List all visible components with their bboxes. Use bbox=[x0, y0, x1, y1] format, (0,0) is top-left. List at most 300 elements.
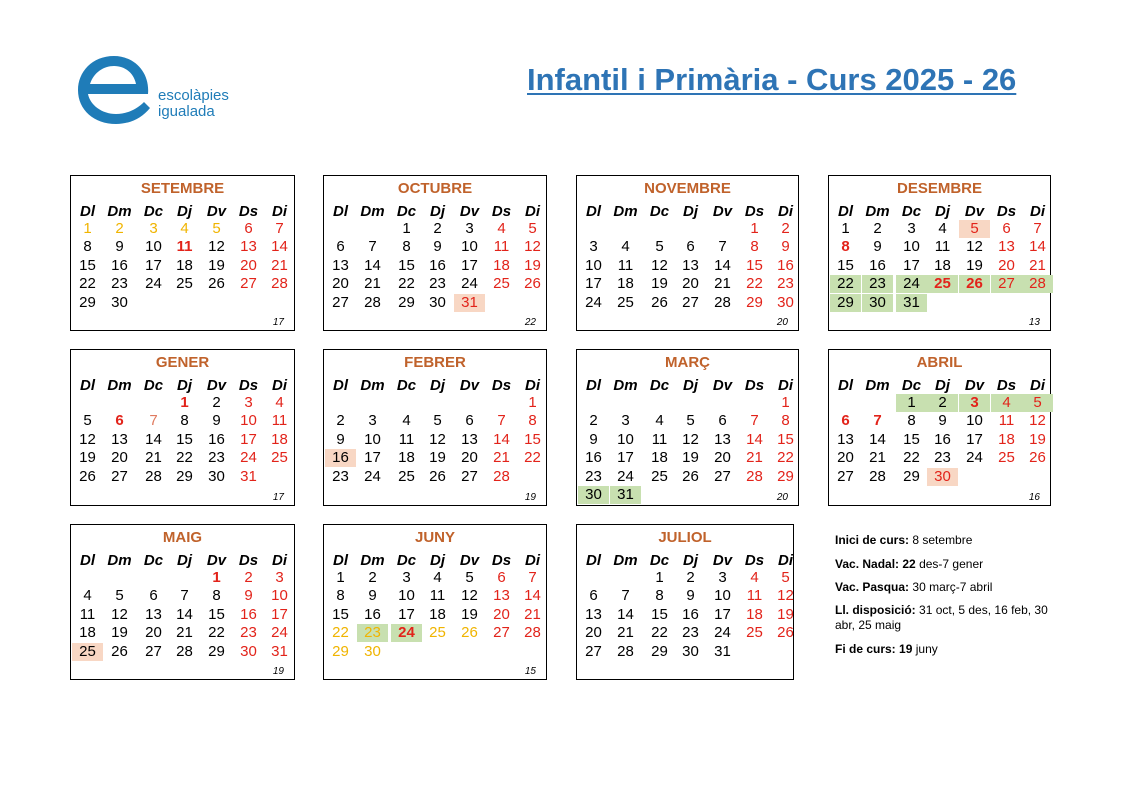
calendar-day: 15 bbox=[398, 256, 415, 274]
calendar-day: 29 bbox=[79, 293, 96, 311]
calendar-day: 5 bbox=[528, 220, 537, 237]
month-febrer bbox=[323, 349, 547, 506]
calendar-day: 8 bbox=[655, 587, 664, 605]
month-desembre bbox=[828, 175, 1051, 331]
school-days-count: 22 bbox=[524, 317, 536, 328]
calendar-day: 23 bbox=[332, 467, 349, 485]
calendar-day: 3 bbox=[718, 569, 727, 586]
calendar-day: 15 bbox=[176, 430, 193, 448]
calendar-day: 4 bbox=[655, 412, 664, 430]
calendar-day: 20 bbox=[998, 256, 1015, 274]
month-juliol bbox=[576, 524, 794, 680]
info-lliure-value: 31 oct, 5 des, 16 feb, 30 abr, 25 maig bbox=[835, 603, 1048, 632]
calendar-day: 2 bbox=[873, 220, 882, 237]
calendar-day: 15 bbox=[332, 605, 349, 623]
calendar-day: 4 bbox=[275, 394, 284, 411]
weekday-header: Di bbox=[525, 377, 540, 394]
weekday-header: Dm bbox=[865, 203, 890, 220]
calendar-day: 28 bbox=[176, 642, 193, 660]
calendar-day: 1 bbox=[528, 394, 537, 411]
calendar-day: 27 bbox=[493, 624, 510, 642]
weekday-header: Dl bbox=[80, 377, 95, 394]
month-octubre bbox=[323, 175, 547, 331]
calendar-day: 21 bbox=[869, 449, 886, 467]
calendar-day: 17 bbox=[617, 449, 634, 467]
calendar-day: 2 bbox=[368, 569, 377, 586]
weekday-header: Dm bbox=[613, 203, 638, 220]
calendar-day: 19 bbox=[682, 449, 699, 467]
info-nadal bbox=[835, 557, 983, 572]
weekday-header: Di bbox=[778, 203, 793, 220]
info-fi-label: Fi de curs: bbox=[835, 642, 896, 656]
calendar-day: 4 bbox=[402, 412, 411, 430]
weekday-header: Ds bbox=[491, 377, 512, 394]
month-name-febrer: FEBRER bbox=[404, 354, 466, 371]
calendar-day: 16 bbox=[325, 449, 356, 467]
weekday-header: Dc bbox=[143, 552, 164, 569]
calendar-day: 6 bbox=[497, 569, 506, 586]
calendar-day: 22 bbox=[332, 624, 349, 642]
calendar-day: 12 bbox=[429, 430, 446, 448]
calendar-day: 19 bbox=[429, 449, 446, 467]
calendar-day: 22 bbox=[79, 275, 96, 293]
calendar-day: 17 bbox=[461, 256, 478, 274]
calendar-day: 4 bbox=[83, 587, 92, 605]
calendar-day: 18 bbox=[176, 256, 193, 274]
calendar-day: 1 bbox=[655, 569, 664, 586]
calendar-day: 24 bbox=[391, 624, 422, 642]
calendar-day: 23 bbox=[208, 449, 225, 467]
calendar-day: 3 bbox=[244, 394, 253, 411]
weekday-header: Di bbox=[272, 552, 287, 569]
weekday-header: Dv bbox=[459, 552, 480, 569]
calendar-day: 3 bbox=[368, 412, 377, 430]
calendar-day: 2 bbox=[115, 220, 124, 237]
calendar-day: 12 bbox=[651, 256, 668, 274]
calendar-day: 23 bbox=[862, 275, 893, 293]
school-days-count: 17 bbox=[272, 492, 284, 503]
weekday-header: Dv bbox=[206, 552, 227, 569]
calendar-day: 7 bbox=[528, 569, 537, 586]
weekday-header: Dl bbox=[586, 552, 601, 569]
calendar-day: 25 bbox=[617, 293, 634, 311]
weekday-header: Dj bbox=[177, 552, 192, 569]
weekday-header: Dj bbox=[430, 552, 445, 569]
calendar-day: 30 bbox=[240, 642, 257, 660]
calendar-day: 3 bbox=[402, 569, 411, 586]
weekday-header: Dc bbox=[396, 377, 417, 394]
calendar-day: 5 bbox=[1022, 394, 1053, 412]
calendar-day: 21 bbox=[617, 624, 634, 642]
weekday-header: Di bbox=[272, 203, 287, 220]
school-days-count: 13 bbox=[1028, 317, 1040, 328]
calendar-day: 7 bbox=[368, 238, 377, 256]
calendar-day: 19 bbox=[208, 256, 225, 274]
calendar-day: 1 bbox=[402, 220, 411, 237]
calendar-day: 2 bbox=[433, 220, 442, 237]
calendar-day: 18 bbox=[429, 605, 446, 623]
calendar-day: 21 bbox=[145, 449, 162, 467]
calendar-day: 13 bbox=[332, 256, 349, 274]
weekday-header: Dv bbox=[964, 203, 985, 220]
calendar-day: 7 bbox=[149, 412, 158, 430]
calendar-day: 28 bbox=[1022, 275, 1053, 293]
weekday-header: Dc bbox=[649, 203, 670, 220]
calendar-day: 21 bbox=[1029, 256, 1046, 274]
calendar-day: 10 bbox=[398, 587, 415, 605]
calendar-day: 6 bbox=[336, 238, 345, 256]
logo-text bbox=[158, 88, 229, 120]
calendar-day: 11 bbox=[934, 238, 951, 256]
calendar-day: 11 bbox=[429, 587, 446, 605]
calendar-day: 3 bbox=[621, 412, 630, 430]
calendar-day: 28 bbox=[145, 467, 162, 485]
school-days-count: 16 bbox=[1028, 492, 1040, 503]
calendar-day: 20 bbox=[493, 605, 510, 623]
calendar-day: 1 bbox=[750, 220, 759, 237]
calendar-day: 12 bbox=[966, 238, 983, 256]
weekday-header: Dj bbox=[430, 377, 445, 394]
weekday-header: Ds bbox=[744, 377, 765, 394]
weekday-header: Dc bbox=[396, 552, 417, 569]
calendar-day: 5 bbox=[655, 238, 664, 256]
calendar-day: 22 bbox=[830, 275, 861, 293]
month-juny bbox=[323, 524, 547, 680]
calendar-day: 10 bbox=[714, 587, 731, 605]
calendar-day: 4 bbox=[991, 394, 1022, 412]
calendar-day: 24 bbox=[145, 275, 162, 293]
calendar-day: 17 bbox=[903, 256, 920, 274]
calendar-day: 25 bbox=[746, 624, 763, 642]
calendar-day: 8 bbox=[212, 587, 221, 605]
calendar-day: 19 bbox=[111, 624, 128, 642]
weekday-header: Dm bbox=[107, 552, 132, 569]
school-days-count: 17 bbox=[272, 317, 284, 328]
calendar-day: 26 bbox=[79, 467, 96, 485]
month-setembre bbox=[70, 175, 295, 331]
info-fi-value: juny bbox=[915, 642, 938, 656]
calendar-day: 9 bbox=[115, 238, 124, 256]
weekday-header: Di bbox=[272, 377, 287, 394]
calendar-day: 24 bbox=[461, 275, 478, 293]
info-pasqua-label: Vac. Pasqua: bbox=[835, 580, 910, 594]
calendar-day: 20 bbox=[145, 624, 162, 642]
calendar-day: 30 bbox=[682, 642, 699, 660]
calendar-day: 31 bbox=[610, 486, 641, 504]
calendar-day: 23 bbox=[429, 275, 446, 293]
calendar-day: 20 bbox=[111, 449, 128, 467]
calendar-day: 14 bbox=[714, 256, 731, 274]
calendar-day: 8 bbox=[907, 412, 916, 430]
calendar-day: 4 bbox=[938, 220, 947, 237]
calendar-day: 11 bbox=[176, 238, 193, 256]
calendar-day: 11 bbox=[651, 430, 668, 448]
school-days-count: 20 bbox=[776, 492, 788, 503]
calendar-day: 1 bbox=[212, 569, 221, 586]
calendar-day: 29 bbox=[398, 293, 415, 311]
calendar-day: 13 bbox=[461, 430, 478, 448]
weekday-header: Dl bbox=[80, 552, 95, 569]
school-logo bbox=[74, 50, 254, 130]
calendar-day: 25 bbox=[176, 275, 193, 293]
calendar-day: 26 bbox=[208, 275, 225, 293]
calendar-day: 25 bbox=[651, 467, 668, 485]
calendar-day: 20 bbox=[332, 275, 349, 293]
calendar-day: 17 bbox=[714, 605, 731, 623]
info-nadal-label: Vac. Nadal: bbox=[835, 557, 900, 571]
calendar-day: 26 bbox=[651, 293, 668, 311]
month-name-juliol: JULIOL bbox=[658, 529, 712, 546]
month-name-setembre: SETEMBRE bbox=[140, 180, 225, 197]
info-nadal-bold: 22 bbox=[902, 557, 916, 571]
calendar-day: 29 bbox=[777, 467, 794, 485]
calendar-day: 9 bbox=[873, 238, 882, 256]
weekday-header: Dl bbox=[80, 203, 95, 220]
calendar-day: 16 bbox=[429, 256, 446, 274]
weekday-header: Dc bbox=[649, 552, 670, 569]
calendar-day: 17 bbox=[398, 605, 415, 623]
weekday-header: Dj bbox=[683, 377, 698, 394]
calendar-day: 11 bbox=[617, 256, 634, 274]
weekday-header: Dv bbox=[206, 377, 227, 394]
calendar-day: 13 bbox=[493, 587, 510, 605]
weekday-header: Dm bbox=[865, 377, 890, 394]
calendar-day: 22 bbox=[524, 449, 541, 467]
weekday-header: Dj bbox=[430, 203, 445, 220]
weekday-header: Ds bbox=[491, 203, 512, 220]
month-marc bbox=[576, 349, 799, 506]
calendar-day: 27 bbox=[585, 642, 602, 660]
calendar-day: 23 bbox=[357, 624, 388, 642]
weekday-header: Ds bbox=[744, 552, 765, 569]
weekday-header: Dm bbox=[360, 552, 385, 569]
calendar-day: 9 bbox=[212, 412, 221, 430]
calendar-day: 1 bbox=[781, 394, 790, 411]
calendar-day: 2 bbox=[589, 412, 598, 430]
calendar-day: 5 bbox=[959, 220, 990, 238]
calendar-day: 3 bbox=[149, 220, 158, 237]
calendar-day: 18 bbox=[746, 605, 763, 623]
calendar-day: 15 bbox=[208, 605, 225, 623]
weekday-header: Dm bbox=[107, 377, 132, 394]
calendar-day: 4 bbox=[621, 238, 630, 256]
calendar-day: 6 bbox=[589, 587, 598, 605]
school-days-count: 15 bbox=[524, 666, 536, 677]
weekday-header: Dc bbox=[396, 203, 417, 220]
calendar-day: 22 bbox=[777, 449, 794, 467]
calendar-day: 21 bbox=[176, 624, 193, 642]
calendar-day: 19 bbox=[524, 256, 541, 274]
calendar-day: 18 bbox=[998, 430, 1015, 448]
info-inici-label: Inici de curs: bbox=[835, 533, 910, 547]
calendar-day: 18 bbox=[651, 449, 668, 467]
weekday-header: Dj bbox=[683, 552, 698, 569]
month-name-novembre: NOVEMBRE bbox=[644, 180, 731, 197]
weekday-header: Dl bbox=[333, 203, 348, 220]
calendar-day: 6 bbox=[841, 412, 850, 430]
calendar-day: 20 bbox=[714, 449, 731, 467]
calendar-day: 11 bbox=[398, 430, 415, 448]
calendar-day: 15 bbox=[903, 430, 920, 448]
calendar-day: 28 bbox=[524, 624, 541, 642]
calendar-day: 29 bbox=[208, 642, 225, 660]
weekday-header: Dv bbox=[964, 377, 985, 394]
calendar-day: 6 bbox=[1002, 220, 1011, 237]
weekday-header: Di bbox=[778, 552, 793, 569]
calendar-day: 23 bbox=[777, 275, 794, 293]
calendar-day: 21 bbox=[364, 275, 381, 293]
calendar-day: 19 bbox=[966, 256, 983, 274]
calendar-day: 18 bbox=[493, 256, 510, 274]
calendar-day: 25 bbox=[493, 275, 510, 293]
month-name-desembre: DESEMBRE bbox=[896, 180, 982, 197]
calendar-day: 10 bbox=[966, 412, 983, 430]
calendar-day: 14 bbox=[524, 587, 541, 605]
calendar-day: 28 bbox=[714, 293, 731, 311]
calendar-day: 7 bbox=[180, 587, 189, 605]
calendar-day: 2 bbox=[686, 569, 695, 586]
calendar-day: 17 bbox=[240, 430, 257, 448]
calendar-day: 14 bbox=[271, 238, 288, 256]
calendar-day: 16 bbox=[364, 605, 381, 623]
logo-line2: igualada bbox=[158, 103, 215, 120]
calendar-day: 27 bbox=[837, 467, 854, 485]
weekday-header: Ds bbox=[744, 203, 765, 220]
weekday-header: Dv bbox=[712, 552, 733, 569]
calendar-day: 19 bbox=[461, 605, 478, 623]
school-days-count: 19 bbox=[524, 492, 536, 503]
calendar-day: 22 bbox=[651, 624, 668, 642]
calendar-day: 12 bbox=[777, 587, 794, 605]
calendar-day: 26 bbox=[111, 642, 128, 660]
calendar-day: 20 bbox=[461, 449, 478, 467]
calendar-day: 20 bbox=[837, 449, 854, 467]
calendar-day: 23 bbox=[240, 624, 257, 642]
calendar-day: 30 bbox=[927, 468, 958, 486]
calendar-day: 19 bbox=[777, 605, 794, 623]
calendar-day: 24 bbox=[966, 449, 983, 467]
calendar-day: 3 bbox=[589, 238, 598, 256]
calendar-day: 4 bbox=[750, 569, 759, 586]
weekday-header: Dj bbox=[177, 377, 192, 394]
weekday-header: Dm bbox=[360, 203, 385, 220]
weekday-header: Dj bbox=[935, 377, 950, 394]
month-name-juny: JUNY bbox=[414, 529, 455, 546]
calendar-day: 15 bbox=[746, 256, 763, 274]
calendar-day: 12 bbox=[208, 238, 225, 256]
calendar-day: 8 bbox=[336, 587, 345, 605]
calendar-day: 22 bbox=[903, 449, 920, 467]
calendar-day: 25 bbox=[927, 275, 958, 293]
calendar-day: 27 bbox=[682, 293, 699, 311]
weekday-header: Ds bbox=[491, 552, 512, 569]
calendar-day: 29 bbox=[176, 467, 193, 485]
calendar-day: 7 bbox=[1033, 220, 1042, 237]
calendar-day: 21 bbox=[714, 275, 731, 293]
calendar-day: 11 bbox=[493, 238, 510, 256]
page-title: Infantil i Primària - Curs 2025 - 26 bbox=[527, 62, 1017, 97]
calendar-day: 1 bbox=[83, 220, 92, 237]
weekday-header: Ds bbox=[996, 377, 1017, 394]
calendar-day: 12 bbox=[111, 605, 128, 623]
calendar-day: 24 bbox=[585, 293, 602, 311]
calendar-day: 26 bbox=[524, 275, 541, 293]
calendar-day: 10 bbox=[617, 430, 634, 448]
calendar-day: 20 bbox=[240, 256, 257, 274]
weekday-header: Ds bbox=[238, 552, 259, 569]
calendar-day: 14 bbox=[1029, 238, 1046, 256]
calendar-day: 29 bbox=[830, 294, 861, 312]
calendar-day: 15 bbox=[651, 605, 668, 623]
calendar-day: 10 bbox=[364, 430, 381, 448]
calendar-day: 31 bbox=[714, 642, 731, 660]
calendar-day: 24 bbox=[714, 624, 731, 642]
weekday-header: Di bbox=[525, 552, 540, 569]
calendar-day: 17 bbox=[966, 430, 983, 448]
month-maig bbox=[70, 524, 295, 680]
calendar-day: 12 bbox=[524, 238, 541, 256]
calendar-day: 13 bbox=[998, 238, 1015, 256]
calendar-day: 2 bbox=[927, 394, 958, 412]
weekday-header: Dl bbox=[838, 203, 853, 220]
weekday-header: Dv bbox=[712, 203, 733, 220]
calendar-day: 9 bbox=[368, 587, 377, 605]
calendar-day: 14 bbox=[145, 430, 162, 448]
school-days-count: 19 bbox=[272, 666, 284, 677]
calendar-day: 16 bbox=[208, 430, 225, 448]
calendar-day: 26 bbox=[429, 467, 446, 485]
calendar-day: 17 bbox=[271, 605, 288, 623]
calendar-day: 16 bbox=[869, 256, 886, 274]
calendar-day: 7 bbox=[497, 412, 506, 430]
calendar-day: 17 bbox=[364, 449, 381, 467]
calendar-day: 27 bbox=[145, 642, 162, 660]
calendar-day: 23 bbox=[111, 275, 128, 293]
month-name-abril: ABRIL bbox=[916, 354, 963, 371]
calendar-day: 6 bbox=[115, 412, 124, 430]
weekday-header: Dl bbox=[586, 377, 601, 394]
calendar-day: 2 bbox=[244, 569, 253, 586]
calendar-day: 27 bbox=[332, 293, 349, 311]
calendar-day: 26 bbox=[682, 467, 699, 485]
calendar-day: 5 bbox=[686, 412, 695, 430]
calendar-day: 5 bbox=[433, 412, 442, 430]
calendar-day: 28 bbox=[364, 293, 381, 311]
info-fi-bold: 19 bbox=[899, 642, 913, 656]
calendar-day: 7 bbox=[750, 412, 759, 430]
weekday-header: Di bbox=[1030, 377, 1045, 394]
calendar-day: 27 bbox=[461, 467, 478, 485]
calendar-day: 8 bbox=[841, 238, 850, 256]
calendar-day: 13 bbox=[585, 605, 602, 623]
calendar-day: 10 bbox=[271, 587, 288, 605]
calendar-day: 3 bbox=[275, 569, 284, 586]
weekday-header: Di bbox=[525, 203, 540, 220]
calendar-day: 18 bbox=[617, 275, 634, 293]
month-novembre bbox=[576, 175, 799, 331]
calendar-day: 17 bbox=[585, 275, 602, 293]
calendar-day: 13 bbox=[240, 238, 257, 256]
weekday-header: Dc bbox=[901, 203, 922, 220]
calendar-day: 9 bbox=[589, 430, 598, 448]
month-name-marc: MARÇ bbox=[665, 354, 710, 371]
calendar-day: 31 bbox=[896, 294, 927, 312]
calendar-day: 15 bbox=[524, 430, 541, 448]
calendar-day: 14 bbox=[746, 430, 763, 448]
info-fi bbox=[835, 642, 938, 657]
calendar-day: 1 bbox=[841, 220, 850, 237]
calendar-day: 29 bbox=[651, 642, 668, 660]
